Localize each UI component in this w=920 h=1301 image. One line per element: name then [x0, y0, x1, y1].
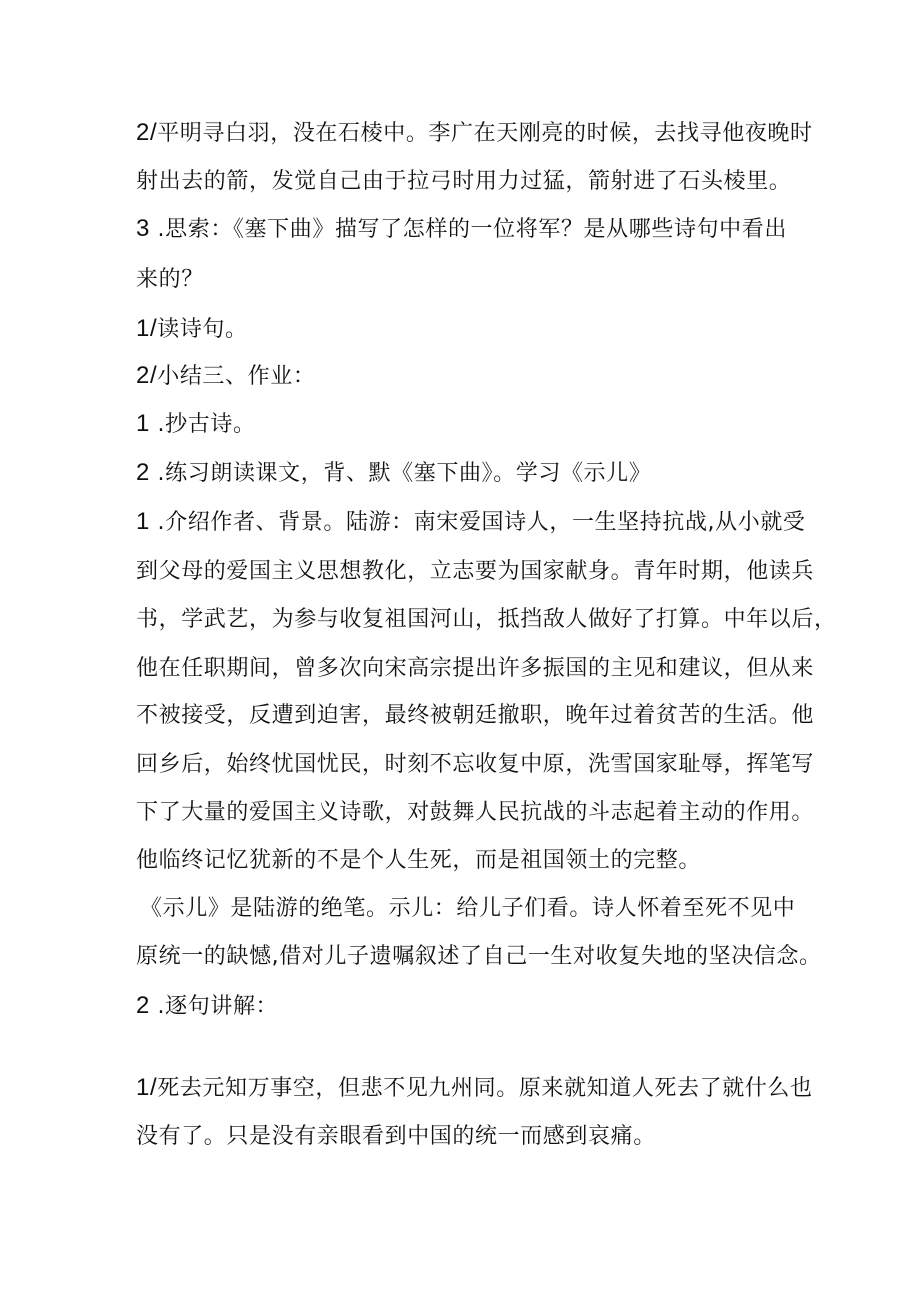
line-text: 原统一的缺憾,借对儿子遗嘱叙述了自己一生对收复失地的坚决信念。 [136, 944, 822, 969]
text-line [136, 556, 815, 587]
text-line [136, 1121, 800, 1152]
line-number: 2/ [136, 119, 158, 146]
line-text: 他在任职期间，曾多次向宋高宗提出许多振国的主见和建议，但从来 [136, 656, 815, 681]
text-line [136, 314, 800, 345]
text-line [136, 214, 800, 245]
text-line [136, 845, 800, 876]
line-text: 射出去的箭，发觉自己由于拉弓时用力过猛，箭射进了石头棱里。 [136, 169, 792, 194]
line-text: 来的？ [136, 267, 204, 292]
text-line [136, 604, 837, 635]
line-text: 《示儿》是陆游的绝笔。示儿：给儿子们看。诗人怀着至死不见中 [140, 896, 796, 921]
line-number: 3 [136, 215, 150, 242]
line-number: 1 [136, 410, 150, 437]
text-line [136, 749, 815, 780]
text-line [140, 893, 804, 924]
line-text: 到父母的爱国主义思想教化，立志要为国家献身。青年时期，他读兵 [136, 559, 815, 584]
line-text: 下了大量的爱国主义诗歌，对鼓舞人民抗战的斗志起着主动的作用。 [136, 800, 815, 825]
text-line [136, 264, 800, 295]
line-text: 不被接受，反遭到迫害，最终被朝廷撤职，晚年过着贫苦的生活。他 [136, 703, 815, 728]
line-number: 1/ [136, 1074, 158, 1101]
line-number: 1 [136, 508, 150, 535]
line-text: .练习朗读课文，背、默《塞下曲》。学习《示儿》 [149, 461, 652, 486]
line-text: .思索：《塞下曲》描写了怎样的一位将军？是从哪些诗句中看出 [149, 217, 787, 242]
text-line [136, 700, 815, 731]
text-line [136, 941, 822, 972]
text-line [136, 653, 815, 684]
line-text: 没有了。只是没有亲眼看到中国的统一而感到哀痛。 [136, 1124, 656, 1149]
text-line [136, 1073, 813, 1104]
line-text: 他临终记忆犹新的不是个人生死，而是祖国领土的完整。 [136, 848, 702, 873]
line-text: .抄古诗。 [149, 412, 256, 437]
text-line [136, 118, 813, 149]
text-line [136, 507, 806, 538]
line-text: 书，学武艺，为参与收复祖国河山，抵挡敌人做好了打算。中年以后， [136, 607, 837, 632]
line-number: 1/ [136, 315, 158, 342]
text-line [136, 797, 815, 828]
line-text: 平明寻白羽，没在石棱中。李广在天刚亮的时候，去找寻他夜晚时 [157, 121, 813, 146]
text-line [136, 409, 800, 440]
line-text: 死去元知万事空，但悲不见九州同。原来就知道人死去了就什么也 [157, 1076, 813, 1101]
line-text: 读诗句。 [157, 317, 248, 342]
line-text: .逐句讲解： [149, 994, 279, 1019]
line-text: 小结三、作业： [157, 364, 316, 389]
text-line [136, 458, 800, 489]
text-line [136, 991, 800, 1022]
line-number: 2 [136, 992, 150, 1019]
line-text: 回乡后，始终忧国忧民，时刻不忘收复中原，洗雪国家耻辱，挥笔写 [136, 752, 815, 777]
text-line [136, 166, 800, 197]
text-line [136, 361, 800, 392]
line-number: 2/ [136, 362, 158, 389]
line-number: 2 [136, 459, 150, 486]
line-text: .介绍作者、背景。陆游：南宋爱国诗人，一生坚持抗战,从小就受 [149, 510, 806, 535]
